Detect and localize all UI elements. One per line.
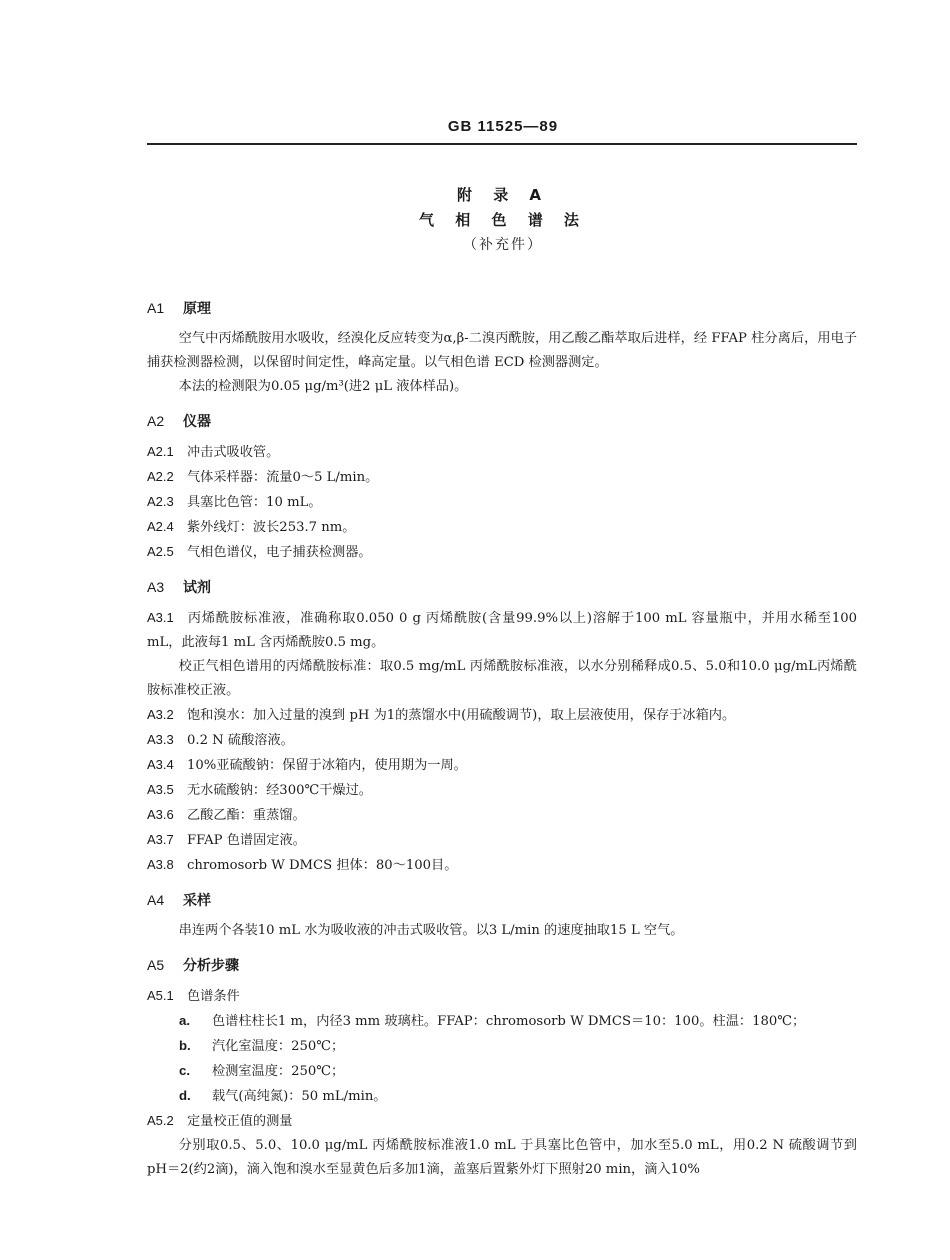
- list-item: [147, 984, 857, 1009]
- section-number: A5: [147, 957, 165, 973]
- sub-list-item: [147, 1084, 857, 1109]
- list-item: [147, 465, 857, 490]
- sub-list-item: [147, 1059, 857, 1084]
- item-number: A5.1: [147, 988, 174, 1003]
- item-text: 定量校正值的测量: [187, 1114, 293, 1129]
- item-number: A3.5: [147, 782, 174, 797]
- sub-item-text: 汽化室温度：250℃；: [212, 1039, 345, 1054]
- list-item: [147, 515, 857, 540]
- item-text: 色谱条件: [187, 989, 240, 1004]
- section-title: 仪器: [183, 414, 211, 430]
- item-number: A3.8: [147, 857, 174, 872]
- item-number: A2.1: [147, 444, 174, 459]
- section-heading-a3: [147, 574, 857, 600]
- section-number: A1: [147, 300, 165, 316]
- item-text: 0.2 N 硫酸溶液。: [187, 733, 294, 748]
- list-item: [147, 440, 857, 465]
- item-text: 无水硫酸钠：经300℃干燥过。: [187, 783, 372, 798]
- item-number: A3.7: [147, 832, 174, 847]
- item-number: A5.2: [147, 1113, 174, 1128]
- section-heading-a5: [147, 952, 857, 978]
- list-item: [147, 753, 857, 778]
- section-title: 分析步骤: [183, 958, 239, 974]
- list-item: [147, 703, 857, 728]
- paragraph: 空气中丙烯酰胺用水吸收，经溴化反应转变为α,β-二溴丙酰胺，用乙酸乙酯萃取后进样，经 FFAP 柱分离后，用电子捕获检测器检测，以保留时间定性，峰高定量。以气相色谱 ECD 检测器测定。: [147, 331, 857, 370]
- item-text: chromosorb W DMCS 担体：80～100目。: [187, 858, 458, 873]
- sub-list-item: [147, 1034, 857, 1059]
- document-body: [147, 295, 857, 1182]
- section-title: 采样: [183, 893, 211, 909]
- sub-item-label: b.: [179, 1038, 191, 1053]
- section-number: A4: [147, 892, 165, 908]
- list-item: [147, 803, 857, 828]
- appendix-title: 气 相 色 谱 法: [419, 211, 587, 229]
- item-number: A2.3: [147, 494, 174, 509]
- sub-item-label: a.: [179, 1013, 190, 1028]
- item-text: 冲击式吸收管。: [187, 445, 280, 460]
- item-text: 饱和溴水：加入过量的溴到 pH 为1的蒸馏水中(用硫酸调节)，取上层液使用，保存于冰箱内。: [187, 708, 736, 723]
- sub-item-text: 色谱柱柱长1 m，内径3 mm 玻璃柱。FFAP：chromosorb W DMCS＝10：100。柱温：180℃；: [212, 1014, 806, 1029]
- header-rule: [147, 143, 857, 145]
- list-item: [147, 778, 857, 803]
- section-title: 试剂: [183, 580, 211, 596]
- list-item: [147, 853, 857, 878]
- item-number: A2.4: [147, 519, 174, 534]
- paragraph: 本法的检测限为0.05 μg/m³(进2 μL 液体样品)。: [178, 379, 468, 394]
- section-number: A2: [147, 413, 165, 429]
- sub-item-label: c.: [179, 1063, 190, 1078]
- item-text: 气体采样器：流量0～5 L/min。: [187, 470, 379, 485]
- item-number: A3.1: [147, 610, 174, 625]
- paragraph: 校正气相色谱用的丙烯酰胺标准：取0.5 mg/mL 丙烯酰胺标准液，以水分别稀释成0.5、5.0和10.0 μg/mL丙烯酰胺标准校正液。: [147, 659, 857, 698]
- section-number: A3: [147, 579, 165, 595]
- item-text: 紫外线灯：波长253.7 nm。: [187, 520, 356, 535]
- list-item: [147, 540, 857, 565]
- item-number: A3.4: [147, 757, 174, 772]
- item-number: A2.5: [147, 544, 174, 559]
- list-item: [147, 606, 857, 655]
- list-item: [147, 490, 857, 515]
- sub-item-label: d.: [179, 1088, 191, 1103]
- item-text: 乙酸乙酯：重蒸馏。: [187, 808, 306, 823]
- section-heading-a1: [147, 295, 857, 321]
- list-item: [147, 728, 857, 753]
- item-text: 气相色谱仪，电子捕获检测器。: [187, 545, 372, 560]
- list-item: [147, 828, 857, 853]
- sub-item-text: 载气(高纯氮)：50 mL/min。: [212, 1089, 387, 1104]
- section-title: 原理: [183, 301, 211, 317]
- item-number: A3.3: [147, 732, 174, 747]
- item-text: FFAP 色谱固定液。: [187, 833, 306, 848]
- paragraph: 串连两个各装10 mL 水为吸收液的冲击式吸收管。以3 L/min 的速度抽取15 L 空气。: [178, 923, 684, 938]
- appendix-type: （补充件）: [463, 237, 543, 253]
- section-heading-a4: [147, 887, 857, 913]
- item-text: 10%亚硫酸钠：保留于冰箱内，使用期为一周。: [187, 758, 467, 773]
- item-text: 具塞比色管：10 mL。: [187, 495, 322, 510]
- sub-list-item: [147, 1009, 857, 1034]
- item-number: A3.6: [147, 807, 174, 822]
- standard-code: GB 11525—89: [447, 118, 559, 135]
- item-text: 丙烯酰胺标准液，准确称取0.050 0 g 丙烯酰胺(含量99.9%以上)溶解于100 mL 容量瓶中，并用水稀至100 mL，此液每1 mL 含丙烯酰胺0.5 mg。: [147, 611, 857, 650]
- sub-item-text: 检测室温度：250℃；: [212, 1064, 345, 1079]
- section-heading-a2: [147, 408, 857, 434]
- item-number: A2.2: [147, 469, 174, 484]
- paragraph: 分别取0.5、5.0、10.0 μg/mL 丙烯酰胺标准液1.0 mL 于具塞比色管中，加水至5.0 mL，用0.2 N 硫酸调节到 pH＝2(约2滴)，滴入饱和溴水至显黄色后多加1滴，盖塞后置紫外灯下照射20 min，滴入10%: [147, 1138, 857, 1177]
- appendix-title-block: [0, 183, 950, 258]
- item-number: A3.2: [147, 707, 174, 722]
- appendix-label: 附 录 A: [456, 186, 550, 204]
- list-item: [147, 1109, 857, 1134]
